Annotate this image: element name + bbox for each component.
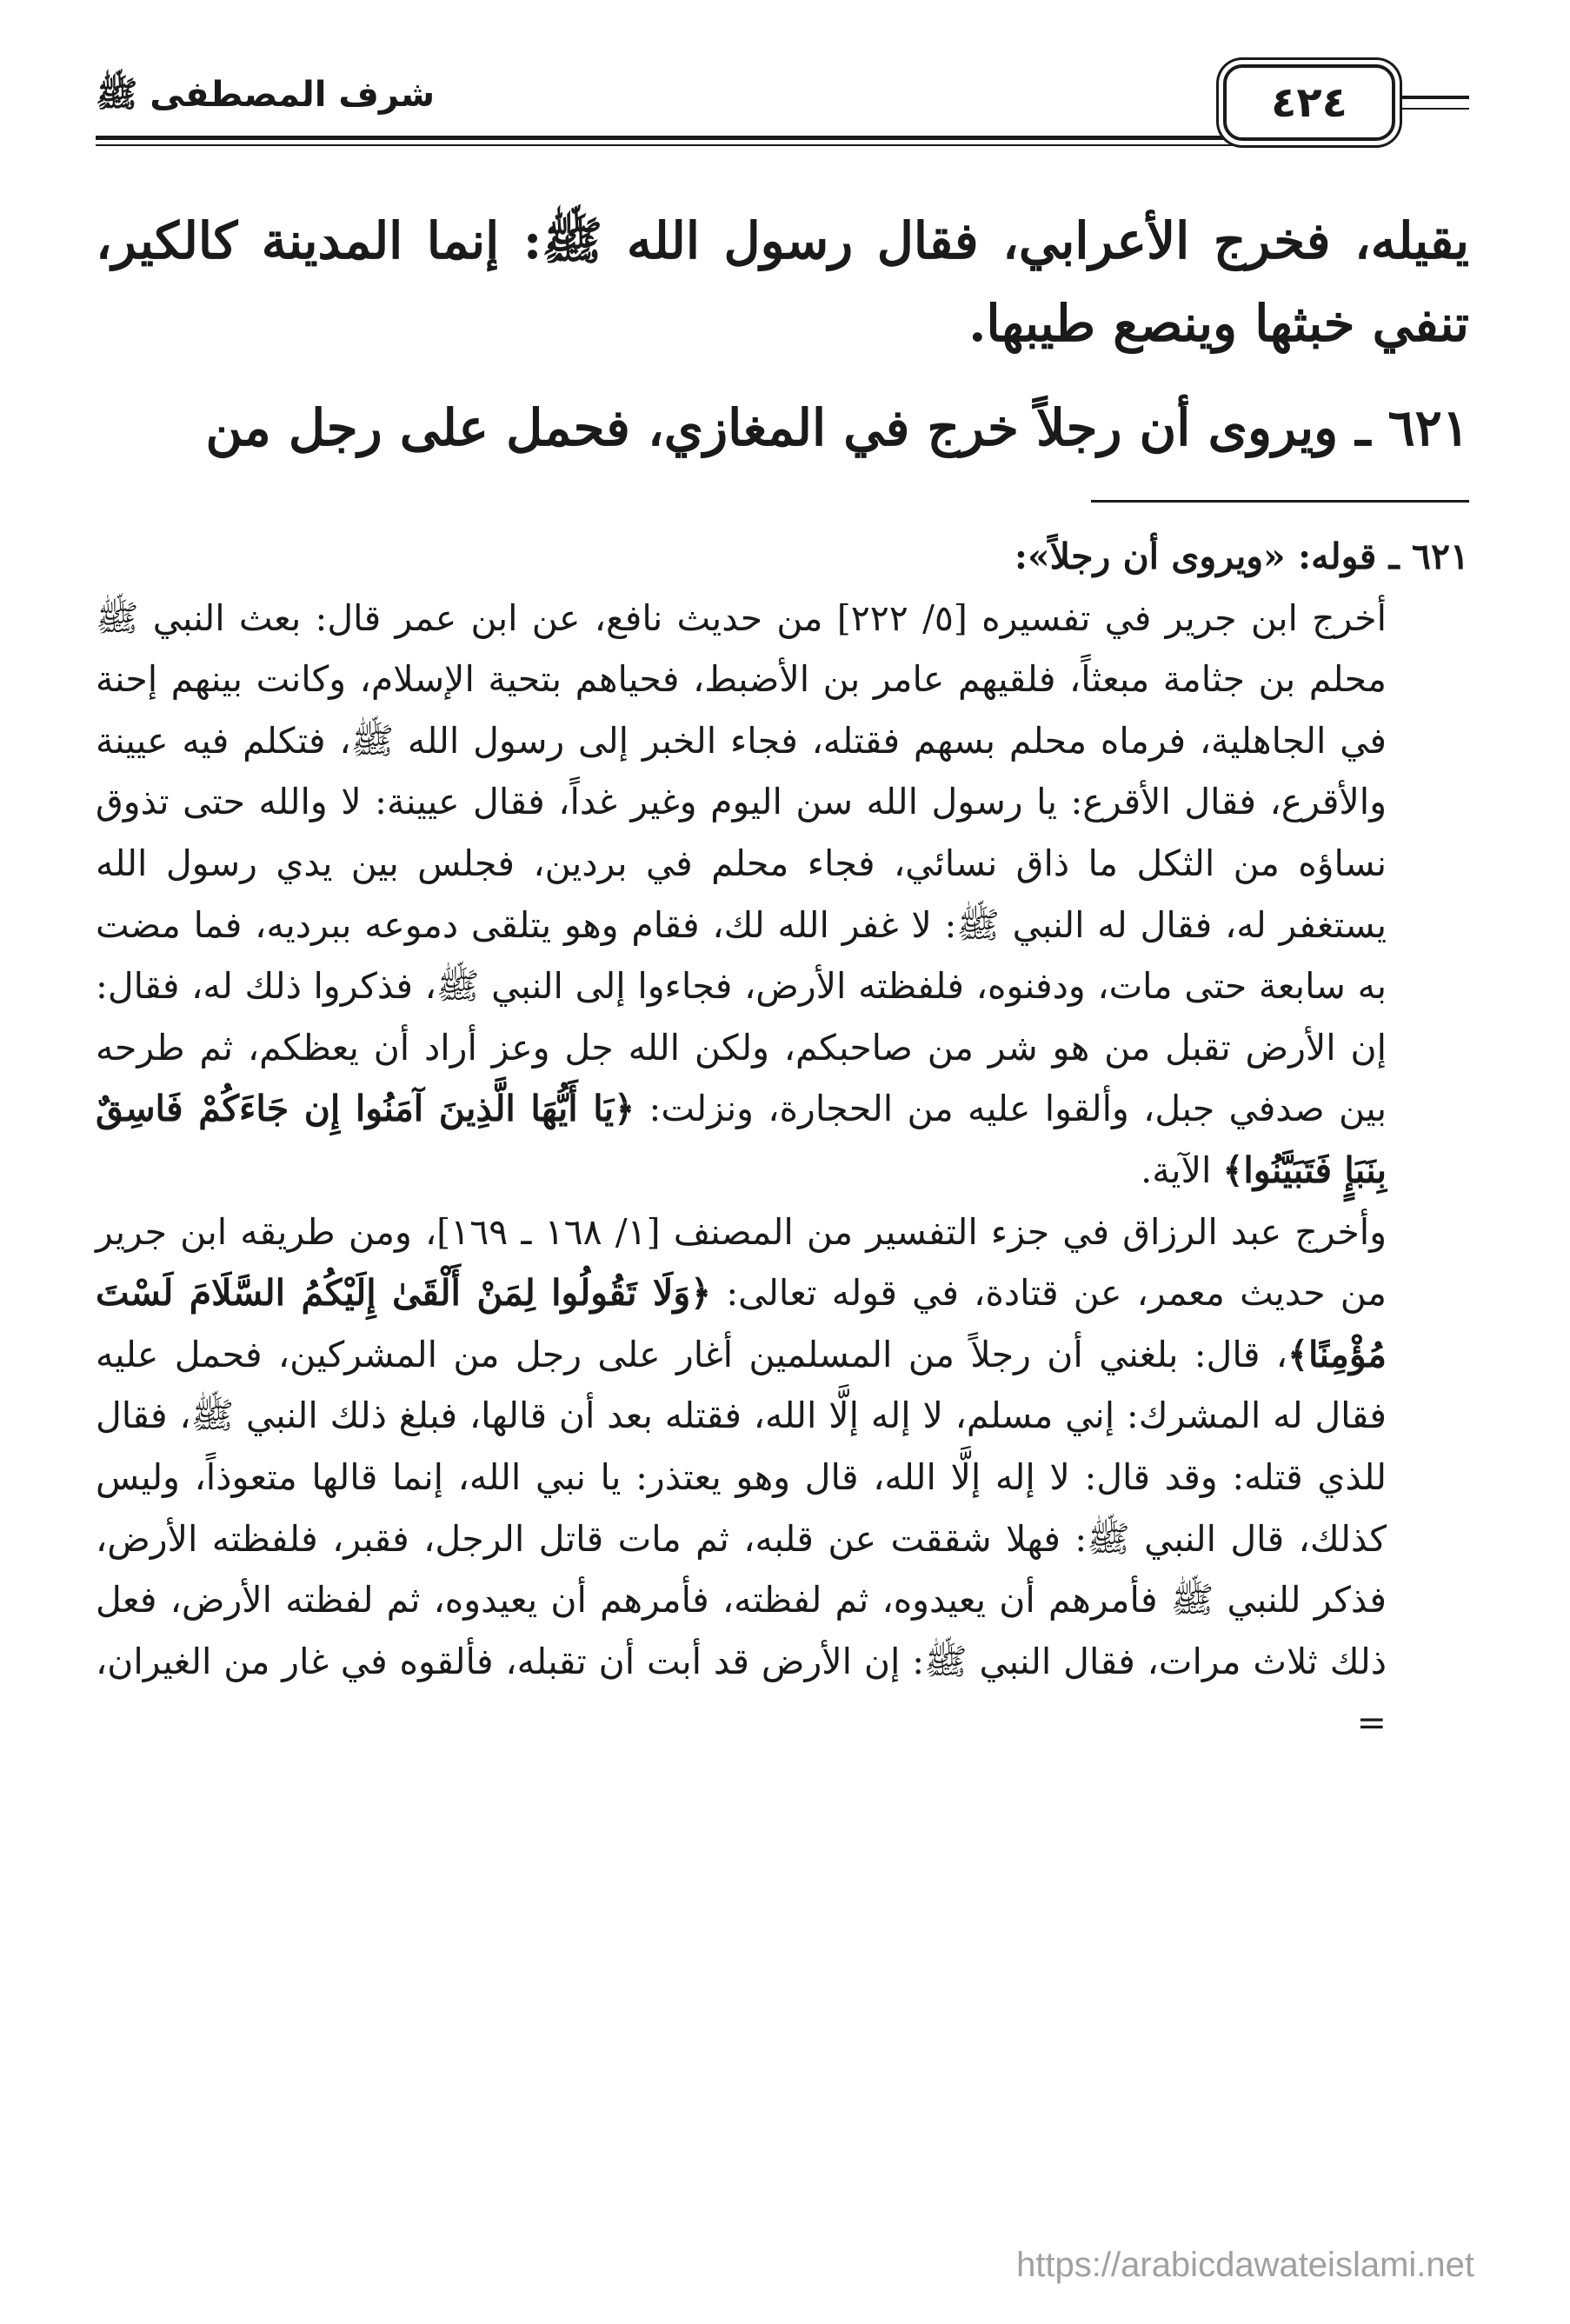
quran-verse: ﴿يَا أَيُّهَا الَّذِينَ آمَنُوا إِن جَاءَكُمْ فَاسِقٌ بِنَبَإٍ فَتَبَيَّنُوا﴾ bbox=[96, 1088, 1387, 1191]
footnote-paragraph bbox=[96, 588, 1469, 1202]
running-title: شرف المصطفى ﷺ bbox=[96, 75, 436, 115]
page-header bbox=[96, 61, 1469, 156]
hadith-entry: ٦٢١ ـ ويروى أن رجلاً خرج في المغازي، فحمل على رجل من bbox=[205, 398, 1469, 457]
page-number-frame bbox=[1223, 64, 1395, 141]
header-rule-right-thin bbox=[1400, 108, 1469, 110]
header-rule-right bbox=[1400, 96, 1469, 99]
footnote-text: وأخرج عبد الرزاق في جزء التفسير من المصنف [١/ ١٦٨ ـ ١٦٩]، ومن طريقه ابن جرير من حديث معمر، عن قتادة، في قوله تعالى: bbox=[96, 1210, 1387, 1315]
page-number: ٤٢٤ bbox=[1271, 78, 1347, 127]
footnote-heading: ٦٢١ ـ قوله: «ويروى أن رجلاً»: bbox=[1014, 536, 1469, 577]
footnotes bbox=[96, 526, 1469, 1754]
quran-verse: ﴿وَلَا تَقُولُوا لِمَنْ أَلْقَىٰ إِلَيْكُمُ السَّلَامَ لَسْتَ مُؤْمِنًا﴾ bbox=[96, 1272, 1387, 1375]
footnote-separator bbox=[1091, 500, 1469, 503]
footnote-paragraph bbox=[96, 1202, 1469, 1754]
main-paragraph: يقيله، فخرج الأعرابي، فقال رسول الله ﷺ: إنما المدينة كالكير، تنفي خبثها وينصع طيبها. bbox=[96, 211, 1469, 353]
header-rule-thin bbox=[96, 144, 1243, 146]
footnote-text: ، قال: بلغني أن رجلاً من المسلمين أغار على رجل من المشركين، فحمل عليه فقال له المشرك: إني مسلم، لا إله إلَّا الله، فقتله بعد أن قالها، فبلغ ذلك النبي ﷺ، فقال للذي قتله: وقد قال: لا إله إلَّا الله، قال وهو يعتذر: يا نبي الله، إنما قالها متعوذاً، وليس كذلك، قال النبي ﷺ: فهلا شققت عن قلبه، ثم مات قاتل الرجل، فقبر، فلفظته الأرض، فذكر للنبي ﷺ فأمرهم أن يعيدوه، ثم لفظته، فأمرهم أن يعيدوه، ثم لفظته الأرض، فعل ذلك ثلاث مرات، فقال النبي ﷺ: إن الأرض قد أبت أن تقبله، فألقوه في غار من الغيران، = bbox=[96, 1333, 1387, 1744]
main-text bbox=[96, 200, 1469, 469]
footnote-text: أخرج ابن جرير في تفسيره [٥/ ٢٢٢] من حديث نافع، عن ابن عمر قال: بعث النبي ﷺ محلم بن جثامة مبعثاً، فلقيهم عامر بن الأضبط، فحياهم بتحية الإسلام، وكانت بينهم إحنة في الجاهلية، فرماه محلم بسهم فقتله، فجاء الخبر إلى رسول الله ﷺ، فتكلم فيه عيينة والأقرع، فقال الأقرع: يا رسول الله سن اليوم وغير غداً، فقال عيينة: لا والله حتى تذوق نساؤه من الثكل ما ذاق نسائي، فجاء محلم في بردين، فجلس بين يدي رسول الله يستغفر له، فقال له النبي ﷺ: لا غفر الله لك، فقام وهو يتلقى دموعه ببرديه، فما مضت به سابعة حتى مات، ودفنوه، فلفظته الأرض، فجاءوا إلى النبي ﷺ، فذكروا ذلك له، فقال: إن الأرض تقبل من هو شر من صاحبكم، ولكن الله جل وعز أراد أن يعظكم، ثم طرحه بين صدفي جبل، وألقوا عليه من الحجارة، ونزلت: bbox=[96, 596, 1387, 1130]
watermark: https://arabicdawateislami.net bbox=[1016, 2246, 1474, 2284]
footnote-text: الآية. bbox=[1141, 1149, 1223, 1191]
header-rule-thick bbox=[96, 136, 1243, 140]
